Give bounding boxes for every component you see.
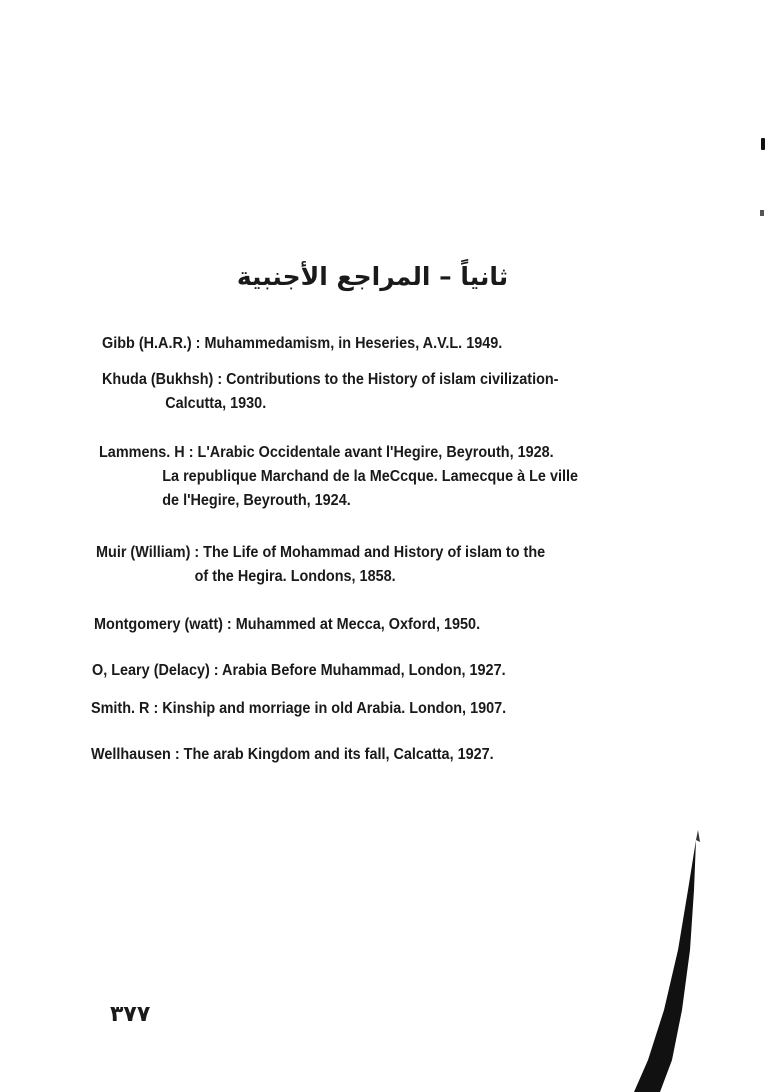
page-number: ٣٧٧ [110,1002,151,1027]
reference-line-continued: of the Hegira. Londons, 1858. [194,568,396,585]
section-heading: ثانياً – المراجع الأجنبية [236,262,509,291]
scan-speck [761,138,765,150]
reference-line: Gibb (H.A.R.) : Muhammedamism, in Heseries, A.V.L. 1949. [102,335,503,352]
reference-line: Montgomery (watt) : Muhammed at Mecca, Oxford, 1950. [94,616,481,633]
reference-line-continued: de l'Hegire, Beyrouth, 1924. [162,492,351,509]
reference-entry-montgomery [94,613,480,637]
reference-line: Smith. R : Kinship and morriage in old Arabia. London, 1907. [91,700,507,717]
reference-entry-smith [91,697,506,721]
reference-entry-oleary [92,659,506,683]
scan-speck [760,210,764,216]
reference-entry-lammens [99,441,578,513]
reference-entry-muir [96,541,545,589]
reference-line: Khuda (Bukhsh) : Contributions to the History of islam civilization- [102,371,559,388]
reference-line: Wellhausen : The arab Kingdom and its fall, Calcatta, 1927. [91,746,494,763]
reference-line: Lammens. H : L'Arabic Occidentale avant l'Hegire, Beyrouth, 1928. [99,444,554,461]
reference-line-continued: La republique Marchand de la MeCcque. Lamecque à Le ville [162,468,578,485]
reference-entry-khuda [102,368,558,416]
reference-line: Muir (William) : The Life of Mohammad and History of islam to the [96,544,546,561]
page-edge-shadow [620,830,710,1092]
reference-entry-wellhausen [91,743,494,767]
reference-line: O, Leary (Delacy) : Arabia Before Muhammad, London, 1927. [92,662,506,679]
reference-line-continued: Calcutta, 1930. [165,395,267,412]
reference-entry-gibb [102,332,502,356]
